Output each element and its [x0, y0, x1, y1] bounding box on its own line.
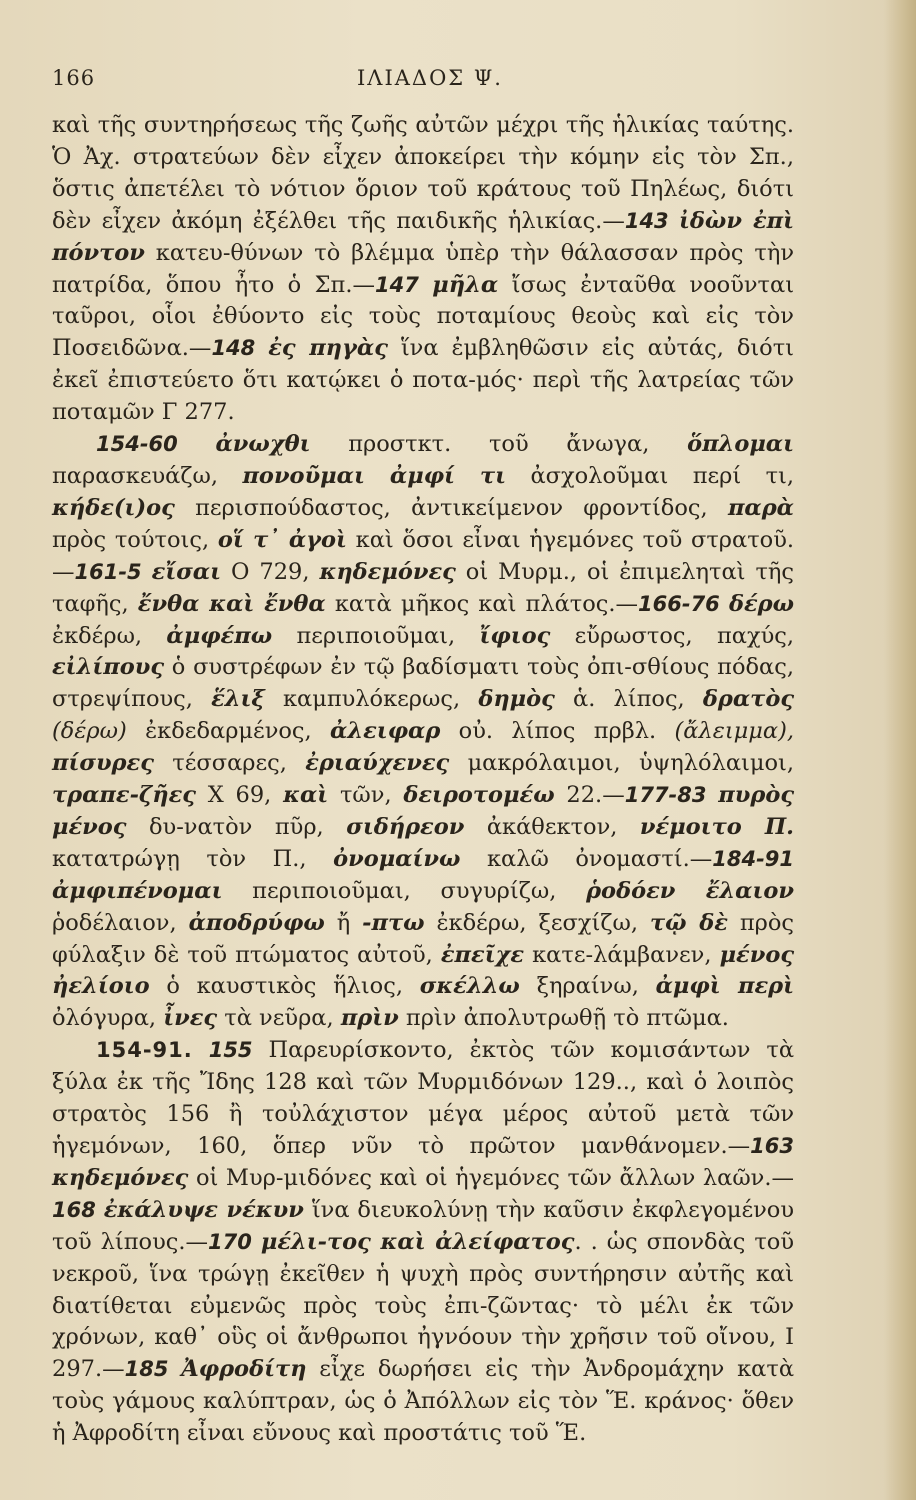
text-run: πρὶν ἀπολυτρωθῇ τὸ πτῶμα. — [405, 1005, 729, 1032]
line-ref: 163 — [750, 1134, 794, 1158]
text-run: Χ 69, — [207, 782, 272, 809]
text-run: περισπούδαστος, ἀντικείμενον φροντίδος, — [195, 494, 708, 521]
text-run: (ἄλειμμα), — [674, 718, 795, 745]
lemma: κηδεμόνες — [52, 1164, 189, 1191]
lemma: ἐριαύχενες — [305, 750, 450, 777]
lemma: -πτω — [362, 909, 425, 936]
text-run: 22.— — [566, 782, 625, 809]
text-run: καὶ τῆς συντηρήσεως τῆς ζωῆς αὐτῶν μέχρι τῆς ἡλικίας ταύτης. Ὁ Ἀχ. στρατεύων δὲν εἶχεν ἀποκείρει τὴν κόμην εἰς τὸν Σπ., ὅστις ἀπετέλει τὸ νότιον ὅριον τοῦ κράτους τοῦ Πηλέως, διότι δὲν εἶχεν ἀκόμη ἐξέλθει τῆς παιδικῆς ἡλικίας.— — [52, 112, 794, 234]
lemma: ἐς πηγὰς — [268, 335, 388, 362]
page-number: 166 — [52, 66, 96, 90]
line-ref: 177-83 — [624, 783, 707, 808]
text-run: ἵνα ἐμβληθῶσιν εἰς αὐτάς, διότι ἐκεῖ ἐπιστεύετο ὅτι κατῴκει ὁ ποτα-μός· περὶ τῆς λατρείας τῶν ποταμῶν Γ 277. — [52, 335, 794, 426]
text-run: πρὸς τούτοις, — [52, 526, 210, 553]
lemma: Ἀφροδίτη — [181, 1356, 307, 1383]
text-run: ὀλόγυρα, — [52, 1005, 157, 1032]
text-run: ὁ συστρέφων ἐν τῷ βαδίσματι τοὺς ὀπι-σθίους πόδας, στρεψίπους, — [52, 654, 795, 713]
text-run: περιποιοῦμαι, — [296, 622, 456, 649]
text-run: ἵνα διευκολύνῃ τὴν καῦσιν ἐκφλεγομένου τοῦ λίπους.— — [52, 1196, 795, 1255]
page-edge-shadow — [884, 0, 916, 1500]
text-run: ξηραίνω, — [536, 973, 639, 1000]
text-run: ἀσχολοῦμαι περί τι, — [530, 462, 795, 489]
text-run: ἐκδεδαρμένος, — [145, 718, 312, 745]
text-run: ῥοδέλαιον, — [52, 909, 177, 936]
lemma: σιδήρεον — [346, 813, 465, 840]
paragraph-3 — [52, 1035, 794, 1450]
text-run: κατὰ μῆκος καὶ πλάτος.— — [334, 590, 639, 617]
section-ref: 154-91. — [96, 1038, 193, 1063]
text-run: τέσσαρες, — [172, 750, 287, 777]
lemma: ἶνες — [163, 1005, 218, 1032]
line-ref: 155 — [208, 1038, 253, 1063]
lemma: ἀμφὶ περὶ — [655, 973, 795, 1000]
text-run: οἱ Μυρ-μιδόνες καὶ οἱ ἡγεμόνες τῶν ἄλλων λαῶν.— — [195, 1164, 794, 1191]
paragraph-1 — [52, 110, 794, 429]
text-run: ἐκδέρω, ξεσχίζω, — [436, 909, 639, 936]
text-run: προστκτ. τοῦ ἄνωγα, — [348, 431, 650, 458]
text-run: ἤ — [336, 909, 351, 936]
lemma: ἀμφιπένομαι — [52, 877, 223, 904]
line-ref: 166-76 — [638, 591, 720, 616]
lemma: μέλι-τος καὶ ἀλείφατος — [260, 1228, 575, 1255]
lemma: ἀμφέπω — [166, 622, 273, 649]
line-ref: 161-5 — [74, 559, 142, 584]
lemma: μῆλα — [432, 271, 499, 298]
lemma: οἵ τ᾽ ἀγοὶ — [217, 526, 347, 553]
lemma: κηδεμόνες — [319, 558, 456, 585]
text-run: περιποιοῦμαι, συγυρίζω, — [252, 877, 557, 904]
lemma: καὶ — [283, 782, 329, 809]
text-run: τὰ νεῦρα, — [224, 1005, 334, 1032]
main-text — [52, 110, 794, 1450]
text-run: Παρευρίσκοντο, ἐκτὸς τῶν κομισάντων τὰ ξύλα ἐκ τῆς Ἴδης 128 καὶ τῶν Μυρμιδόνων 129.., καὶ ὁ λοιπὸς στρατὸς 156 ἢ τοὐλάχιστον μέγα μέρος αὐτοῦ μετὰ τῶν ἡγεμόνων, 160, ὅπερ νῦν τὸ πρῶτον μανθάνομεν.— — [52, 1037, 795, 1159]
text-run: εἶχε δωρήσει εἰς τὴν Ἀνδρομάχην κατὰ τοὺς γάμους καλύπτραν, ὡς ὁ Ἀπόλλων εἰς τὸν Ἕ. κράνος· ὅθεν ἡ Ἀφροδίτη εἶναι εὔνους καὶ προστάτις τοῦ Ἕ. — [52, 1356, 795, 1447]
text-run: . . ὡς σπονδὰς τοῦ νεκροῦ, ἵνα τρώγῃ ἐκεῖθεν ἡ ψυχὴ πρὸς συντήρησιν αὐτῆς καὶ διατίθεται εὐμενῶς πρὸς τοὺς ἐπι-ζῶντας· τὸ μέλι ἐκ τῶν χρόνων, καθ᾽ οὓς οἱ ἄνθρωποι ἠγνόουν τὴν χρῆσιν τοῦ οἴνου, Ι 297.— — [52, 1228, 795, 1383]
paragraph-2 — [52, 429, 794, 1035]
text-run: ἐκδέρω, — [52, 622, 143, 649]
text-run: κατευ-θύνων τὸ βλέμμα ὑπὲρ τὴν θάλασσαν πρὸς τὴν πατρίδα, ὅπου ἦτο ὁ Σπ.— — [52, 239, 795, 298]
lemma: δημὸς — [478, 686, 555, 713]
lemma: νέμοιτο Π. — [639, 813, 795, 840]
lemma: ἔνθα καὶ ἔνθα — [137, 590, 326, 617]
text-run: ἴσως ἐνταῦθα νοοῦνται ταῦροι, οἷοι ἐθύοντο εἰς τοὺς ποταμίους θεοὺς καὶ εἰς τὸν Ποσειδῶνα.— — [52, 271, 795, 362]
text-run: τῶν, — [339, 782, 392, 809]
line-ref: 154-60 — [96, 432, 178, 457]
lemma: πονοῦμαι ἀμφί τι — [242, 462, 507, 489]
lemma: ῥοδόεν ἔλαιον — [586, 877, 795, 904]
lemma: πρὶν — [340, 1005, 399, 1032]
text-run: Ο 729, — [230, 558, 310, 585]
lemma: πίσυρες — [52, 750, 154, 777]
line-ref: 143 — [624, 208, 669, 233]
text-run: παρασκευάζω, — [52, 462, 219, 489]
line-ref: 184-91 — [712, 846, 795, 871]
text-run: ἀκάθεκτον, — [486, 813, 618, 840]
text-run: ἁ. λίπος, — [573, 686, 685, 713]
text-run: πρὸς φύλαξιν δὲ τοῦ πτώματος αὐτοῦ, — [52, 909, 795, 968]
lemma: ὅπλομαι — [687, 431, 794, 458]
text-run: καμπυλόκερως, — [282, 686, 461, 713]
text-run: καὶ ὅσοι εἶναι ἡγεμόνες τοῦ στρατοῦ.— — [52, 526, 795, 585]
lemma: εἰλίπους — [52, 654, 165, 681]
lemma: εἴσαι — [151, 558, 221, 585]
text-run: κατατρώγῃ τὸν Π., — [52, 845, 307, 872]
lemma: ἰδὼν ἐπὶ πόντον — [52, 207, 794, 266]
lemma: κήδε(ι)ος — [52, 494, 175, 521]
lemma: ἴφιος — [479, 622, 551, 649]
lemma: μένος ἠελίοιο — [52, 941, 795, 1000]
lemma: ἀλειφαρ — [330, 718, 441, 745]
page-header — [52, 66, 794, 100]
text-run: ὁ καυστικὸς ἥλιος, — [166, 973, 403, 1000]
lemma: δέρω — [728, 590, 795, 617]
lemma: δρατὸς — [702, 686, 795, 713]
lemma: ἐπεῖχε — [440, 941, 525, 968]
lemma: δειροτομέω — [403, 782, 555, 809]
lemma: τῷ δὲ — [650, 909, 728, 936]
line-ref: 148 — [211, 336, 256, 361]
lemma: ἀνωχθι — [215, 431, 311, 458]
running-title: ΙΛΙΑΔΟΣ Ψ. — [357, 66, 503, 90]
lemma: πυρὸς μένος — [52, 782, 795, 840]
text-run: κατε-λάμβανεν, — [532, 941, 712, 968]
line-ref: 168 — [52, 1197, 96, 1222]
line-ref: 185 — [124, 1357, 169, 1382]
text-run: καλῶ ὀνομαστί.— — [486, 845, 713, 872]
text-run: μακρόλαιμοι, ὑψηλόλαιμοι, — [467, 750, 795, 777]
lemma: παρὰ — [727, 494, 794, 521]
lemma: σκέλλω — [419, 973, 520, 1000]
lemma: ἕλιξ — [211, 686, 265, 713]
text-run: (δέρω) — [52, 718, 127, 745]
line-ref: 170 — [208, 1229, 252, 1254]
line-ref: 147 — [375, 272, 419, 297]
text-run: οὐ. λίπος πρβλ. — [458, 718, 657, 745]
text-run: εὔρωστος, παχύς, — [574, 622, 795, 649]
lemma: ἐκάλυψε νέκυν — [103, 1196, 304, 1223]
text-run: οἱ Μυρμ., οἱ ἐπιμεληταὶ τῆς ταφῆς, — [52, 558, 794, 617]
lemma: ἀποδρύφω — [188, 909, 325, 936]
lemma: ὀνομαίνω — [333, 845, 461, 872]
text-run: δυ-νατὸν πῦρ, — [148, 813, 324, 840]
lemma: τραπε-ζῆες — [52, 782, 196, 809]
